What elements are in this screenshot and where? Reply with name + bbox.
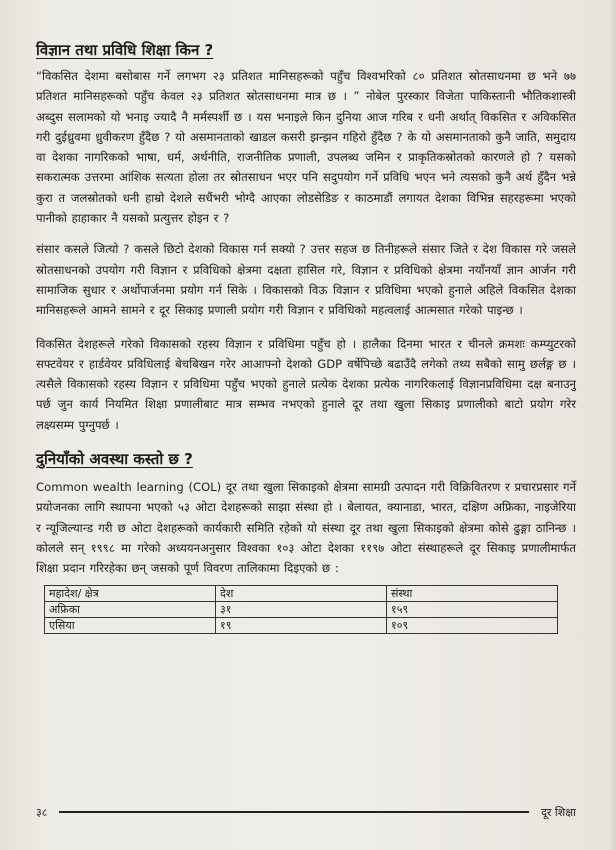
table-cell: १०९ xyxy=(387,617,558,633)
page-number: ३८ xyxy=(36,805,48,819)
journal-name: दूर शिक्षा xyxy=(541,805,576,819)
table-cell: अफ्रिका xyxy=(45,601,216,617)
table-cell: १९ xyxy=(216,617,387,633)
table-header-cell: संस्था xyxy=(387,585,558,601)
table-cell: १५९ xyxy=(387,601,558,617)
table-cell: ३१ xyxy=(216,601,387,617)
table-cell: एसिया xyxy=(45,617,216,633)
paragraph-1: “विकसित देशमा बसोबास गर्ने लगभग २३ प्रतिशत मानिसहरूको पहुँच विश्वभरिको ८० प्रतिशत स्रोतसाधनमा छ भने ७७ प्रतिशत मानिसहरूको पहुँच केवल २३ प्रतिशत स्रोतसाधनमा मात्र छ । ” नोबेल पुरस्कार विजेता पाकिस्तानी भौतिकशास्त्री अब्दुस सलामको यो भनाइ ज्यादै नै मर्मस्पर्शी छ । यस भनाइले किन दुनिया आज गरिब र धनी अर्थात् विकसित र अविकसित गरी दुईध्रुवमा ध्रुवीकरण हुँदैछ ? यो असमानताको खाडल कसरी झन्झन गहिरो हुँदैछ ? के यो असमानताको कुनै जाति, समुदाय वा देशका नागरिकको भाषा, धर्म, अर्थनीति, राजनीतिक प्रणाली, उपलब्ध जमिन र प्राकृतिकस्रोतको कारणले हो ? यसको सकरात्मक उत्तरमा आंशिक सत्यता होला तर स्रोतसाधन भएर पनि सदुपयोग गर्ने प्रविधि भएन भने त्यसको कुनै अर्थ हुँदैन भन्ने कुरा त जलस्रोतको धनी हाम्रो देशले सधैंभरी भोग्दै आएका लोडसेडिङ र काठमाडौं लगायत देशका विभिन्न सहरहरूमा भएको पानीको हाहाकार नै यसको प्रत्युत्तर होइन र ? xyxy=(36,69,576,226)
article-body xyxy=(36,40,576,634)
page-footer xyxy=(36,804,576,820)
table-header-cell: महादेश/ क्षेत्र xyxy=(45,585,216,601)
table-row xyxy=(45,617,558,633)
page-edge-shadow xyxy=(608,0,616,850)
table-header-cell: देश xyxy=(216,585,387,601)
section-heading-world-status: दुनियाँको अवस्था कस्तो छ ? xyxy=(36,450,193,469)
paragraph-2: संसार कसले जित्यो ? कसले छिटो देशको विकास गर्न सक्यो ? उत्तर सहज छ तिनीहरूले संसार जिते र देश विकास गरे जसले स्रोतसाधनको उपयोग गरी विज्ञान र प्रविधिको क्षेत्रमा दक्षता हासिल गरे, विज्ञान र प्रविधिको क्षेत्रमा नयाँनयाँ ज्ञान आर्जन गरी सामाजिक सुधार र अर्थोपार्जनमा प्रयोग गर्न सिके । विकासको विऊ विज्ञान र प्रविधिमा भएको हुनाले अहिले विकसित देशका मानिसहरूले आमने सामने र दूर सिकाइ प्रणाली प्रयोग गरी विज्ञान र प्रविधिको महत्वलाई आत्मसात गरेको पाइन्छ । xyxy=(36,242,576,318)
table-header-row xyxy=(45,585,558,601)
table-row xyxy=(45,601,558,617)
institutions-table xyxy=(44,585,558,634)
section-heading-why-science: विज्ञान तथा प्रविधि शिक्षा किन ? xyxy=(36,41,214,59)
footer-rule xyxy=(59,811,529,813)
paragraph-3: विकसित देशहरूले गरेको विकासको रहस्य विज्ञान र प्रविधिमा पहुँच हो । हालैका दिनमा भारत र चीनले क्रमशः कम्प्युटरको सफ्टवेयर र हार्डवेयर प्रविधिलाई बेचबिखन गरेर आआफ्नो देशको GDP वर्षेपिच्छे बढाउँदै लगेको तथ्य सबैको सामु छर्लङ्ग छ । त्यसैले विकासको रहस्य विज्ञान र प्रविधिमा पहुँच भएको हुनाले प्रत्येक देशका प्रत्येक नागरिकलाई विज्ञानप्रविधिमा दक्ष बनाउनु पर्छ जुन कार्य नियमित शिक्षा प्रणालीबाट मात्र सम्भव नभएको हुनाले दूर तथा खुला सिकाइ प्रणालीको बाटो प्रयोग गरेर लक्ष्यसम्म पुग्नुपर्छ । xyxy=(36,336,576,432)
paragraph-col: Common wealth learning (COL) दूर तथा खुला सिकाइको क्षेत्रमा सामग्री उत्पादन गरी विक्रिवितरण र प्रचारप्रसार गर्ने प्रयोजनका लागि स्थापना भएको ५३ ओटा देशहरूको साझा संस्था हो । बेलायत, क्यानाडा, भारत, दक्षिण अफ्रिका, नाइजेरिया र न्यूजिल्यान्ड गरी छ ओटा देशहरूको कार्यकारी समिति रहेको यो संस्था दूर तथा खुला सिकाइको क्षेत्रमा कोसे ढुङ्गा ठानिन्छ । कोलले सन् १९९८ मा गरेको अध्ययनअनुसार विश्वका १०३ ओटा देशका ११९७ ओटा संस्थाहरूले दूर सिकाइ प्रणालीमार्फत शिक्षा प्रदान गरिरहेका छन् जसको पूर्ण विवरण तालिकामा दिइएको छ : xyxy=(36,480,576,576)
